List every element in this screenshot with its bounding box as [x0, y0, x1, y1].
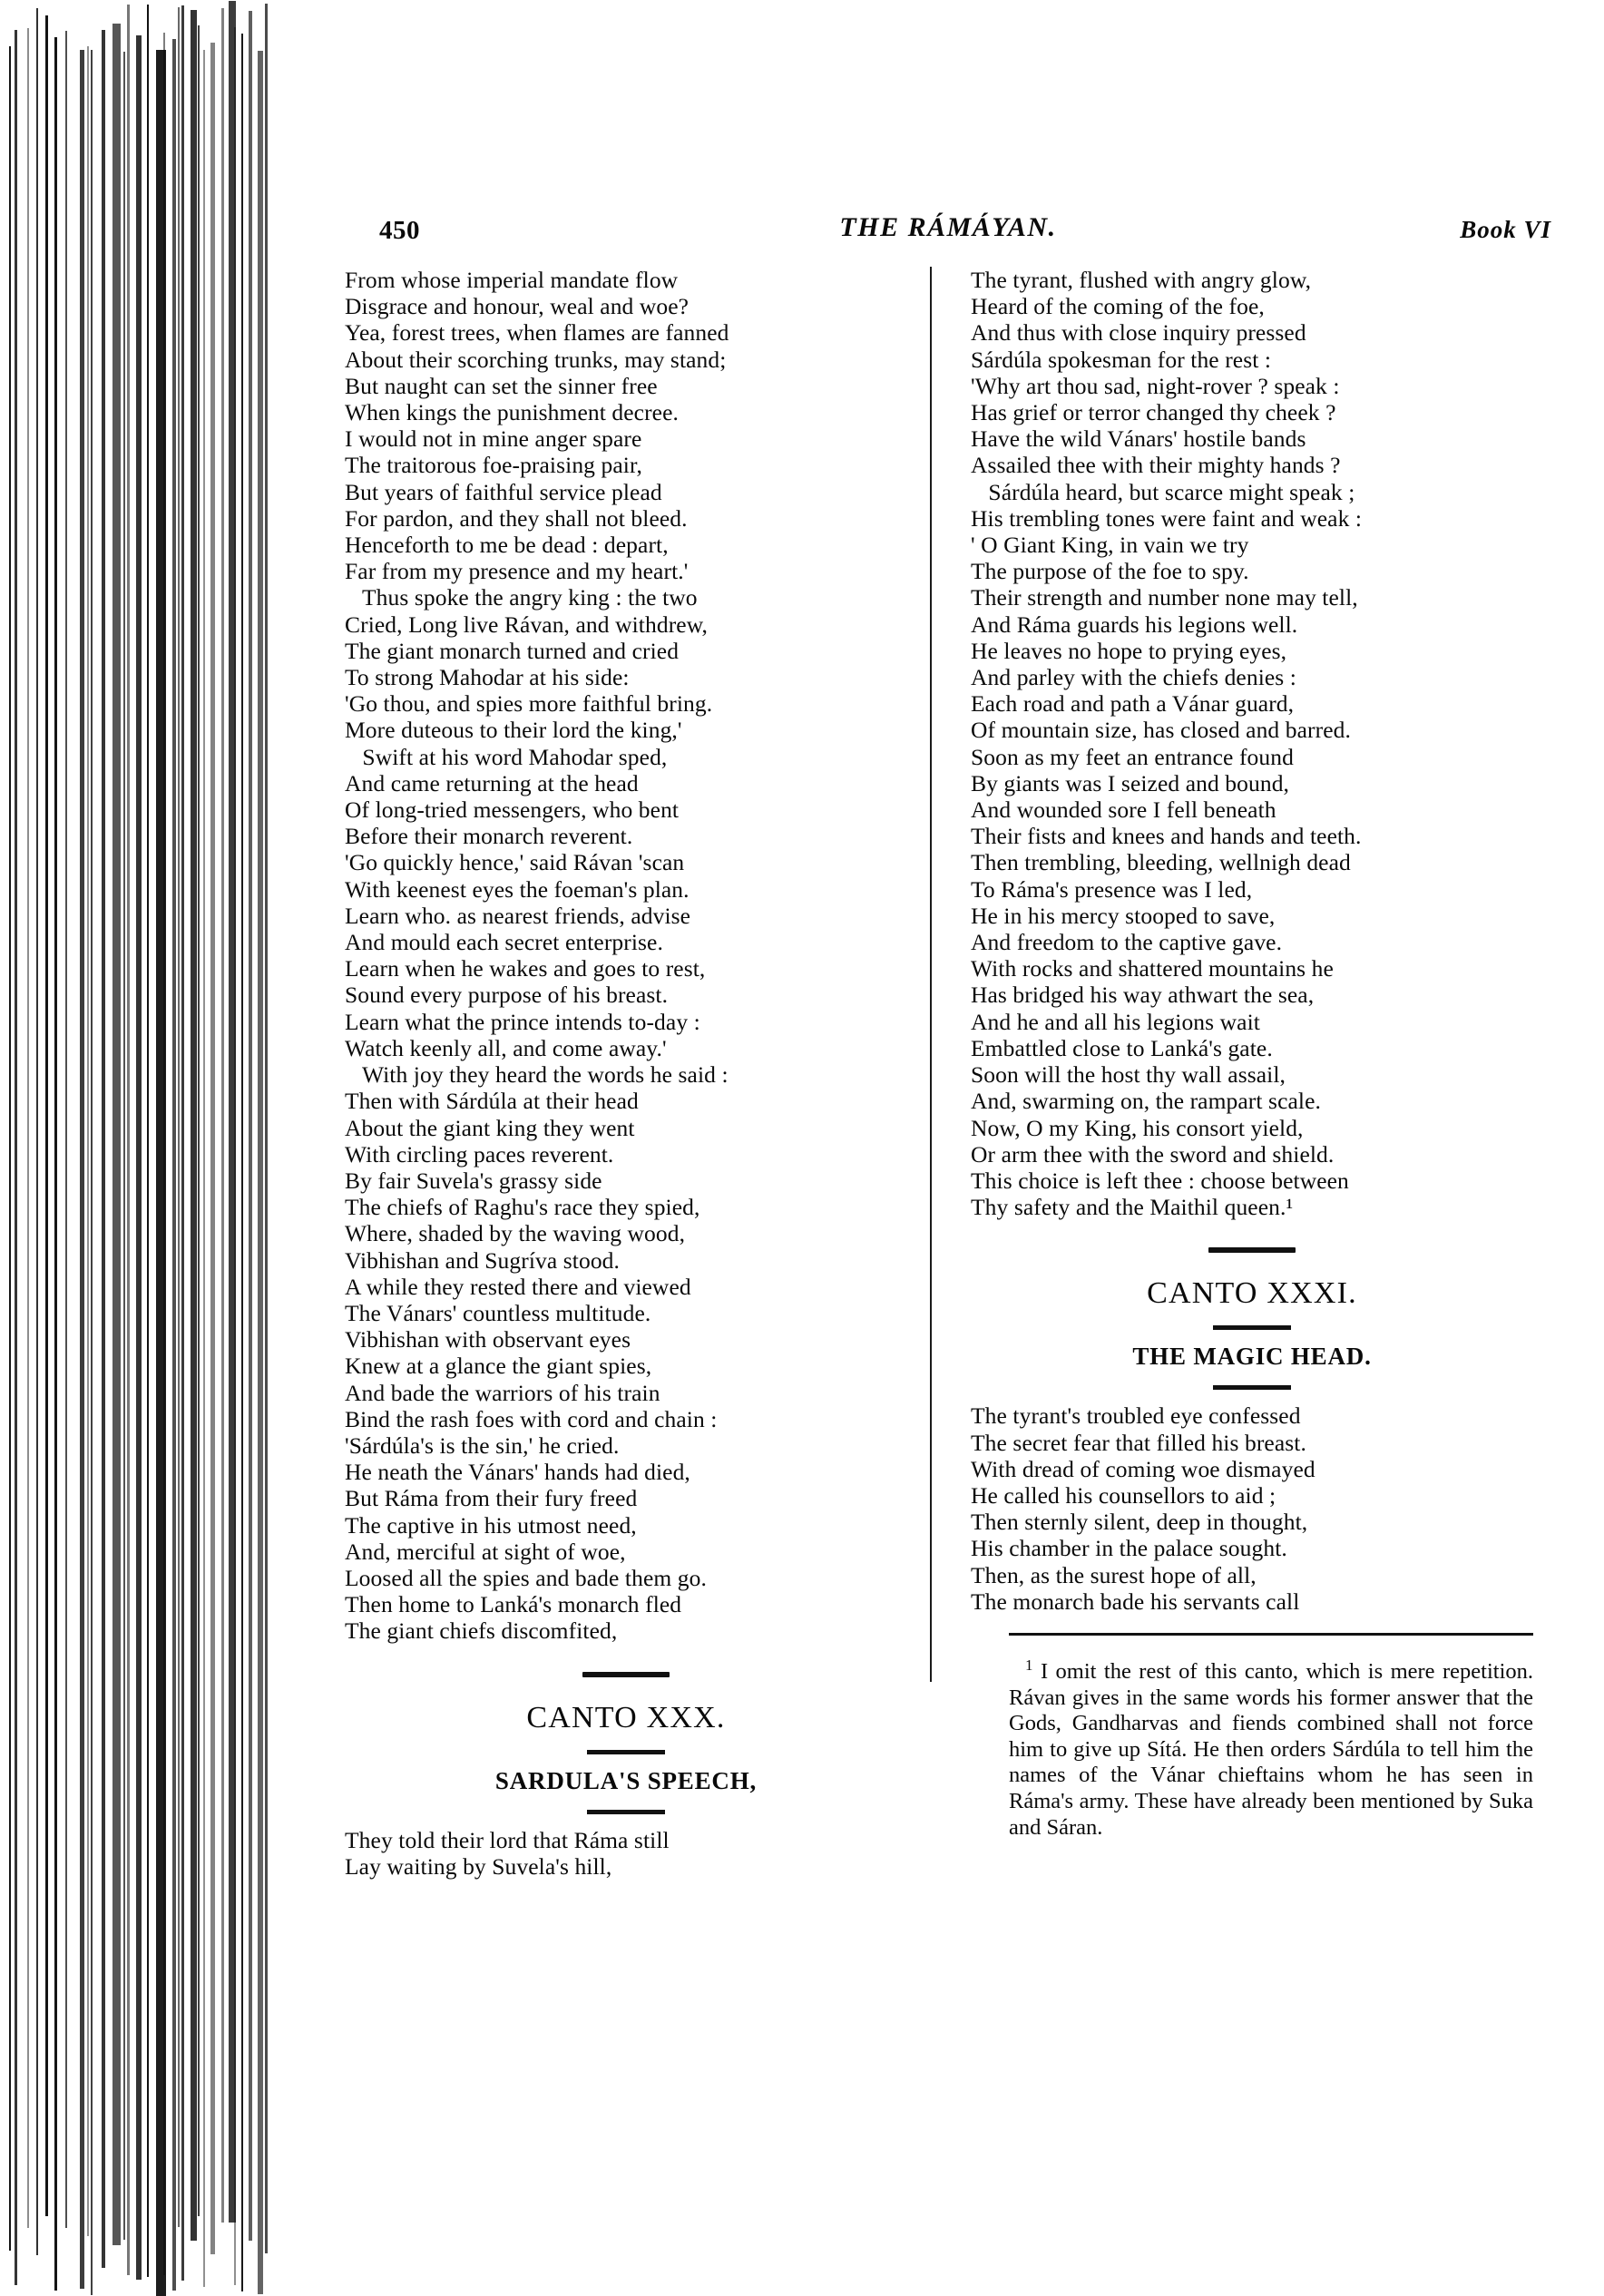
verse-line: Then home to Lanká's monarch fled	[345, 1591, 682, 1618]
scan-streak	[54, 37, 57, 2291]
verse-line: Then sternly silent, deep in thought,	[971, 1509, 1308, 1536]
scan-streak	[249, 11, 252, 2241]
scan-streak	[45, 15, 48, 2216]
verse-line: And mould each secret enterprise.	[345, 929, 663, 956]
verse-line: The purpose of the foe to spy.	[971, 558, 1249, 585]
scan-edge-artifact	[0, 0, 272, 2296]
right-verse-block	[971, 267, 1533, 1220]
verse-line: Swift at his word Mahodar sped,	[345, 743, 668, 770]
verse-line: Of long-tried messengers, who bent	[345, 796, 680, 824]
verse-line: Sárdúla spokesman for the rest :	[971, 346, 1272, 373]
verse-line: Cried, Long live Rávan, and withdrew,	[345, 611, 709, 638]
verse-line: He in his mercy stooped to save,	[971, 902, 1276, 929]
scan-streak	[65, 31, 67, 2228]
verse-line: Thus spoke the angry king : the two	[345, 584, 698, 611]
verse-line: Now, O my King, his consort yield,	[971, 1114, 1304, 1141]
verse-line: Learn who. as nearest friends, advise	[345, 902, 691, 929]
section-ornament-rule	[582, 1672, 670, 1677]
verse-line: And bade the warriors of his train	[345, 1379, 660, 1406]
verse-line: To Ráma's presence was I led,	[971, 875, 1253, 903]
verse-line: By fair Suvela's grassy side	[345, 1167, 602, 1194]
verse-line: When kings the punishment decree.	[345, 399, 679, 426]
verse-line: And Ráma guards his legions well.	[971, 611, 1298, 638]
verse-line: Then trembling, bleeding, wellnigh dead	[971, 849, 1351, 876]
scan-streak	[258, 51, 263, 2294]
verse-line: The secret fear that filled his breast.	[971, 1429, 1306, 1456]
verse-line: Vibhishan with observant eyes	[345, 1326, 631, 1353]
verse-line: Learn what the prince intends to-day :	[345, 1008, 700, 1035]
verse-line: Lay waiting by Suvela's hill,	[345, 1852, 612, 1880]
verse-line: And freedom to the captive gave.	[971, 929, 1283, 956]
verse-line: From whose imperial mandate flow	[345, 267, 679, 293]
verse-line: With dread of coming woe dismayed	[971, 1455, 1315, 1482]
verse-line: Of mountain size, has closed and barred.	[971, 717, 1351, 744]
verse-line: Each road and path a Vánar guard,	[971, 690, 1295, 718]
verse-line: With keenest eyes the foeman's plan.	[345, 875, 690, 903]
verse-line: Has grief or terror changed thy cheek ?	[971, 399, 1336, 426]
scan-streak	[91, 50, 93, 2295]
verse-line: Before their monarch reverent.	[345, 823, 633, 850]
verse-line: Then, as the surest hope of all,	[971, 1561, 1257, 1588]
verse-line: Then with Sárdúla at their head	[345, 1088, 639, 1115]
scan-streak	[127, 5, 130, 2275]
verse-line: Learn when he wakes and goes to rest,	[345, 955, 706, 982]
scan-streak	[163, 33, 165, 2275]
scan-streak	[234, 27, 236, 2285]
scan-streak	[241, 34, 243, 2291]
scan-streak	[87, 46, 89, 2236]
canto-title-left: SARDULA'S SPEECH,	[494, 1766, 758, 1794]
verse-line: The giant chiefs discomfited,	[345, 1617, 618, 1645]
verse-line: Watch keenly all, and come away.'	[345, 1034, 667, 1061]
verse-line: By giants was I seized and bound,	[971, 769, 1290, 796]
verse-line: The tyrant, flushed with angry glow,	[971, 267, 1312, 293]
verse-line: Or arm thee with the sword and shield.	[971, 1140, 1335, 1168]
verse-line: 'Why art thou sad, night-rover ? speak :	[971, 372, 1340, 399]
scan-streak	[80, 50, 84, 2289]
verse-line: The monarch bade his servants call	[971, 1588, 1300, 1615]
verse-line: Knew at a glance the giant spies,	[345, 1353, 652, 1380]
canto-rule-left	[587, 1750, 665, 1754]
verse-line: With rocks and shattered mountains he	[971, 955, 1334, 982]
verse-line: But Ráma from their fury freed	[345, 1485, 638, 1512]
footnote	[971, 1633, 1533, 1841]
verse-line: The chiefs of Raghu's race they spied,	[345, 1194, 700, 1221]
verse-line: Have the wild Vánars' hostile bands	[971, 425, 1306, 453]
verse-line: Thy safety and the Maithil queen.¹	[971, 1194, 1294, 1221]
verse-line: And, merciful at sight of woe,	[345, 1538, 626, 1565]
verse-line: Loosed all the spies and bade them go.	[345, 1564, 707, 1591]
scan-streak	[147, 5, 149, 2277]
scan-streak	[102, 30, 105, 2268]
verse-line: But years of faithful service plead	[345, 478, 662, 505]
verse-line: He leaves no hope to prying eyes,	[971, 637, 1287, 664]
scan-streak	[172, 39, 176, 2291]
verse-line: ' O Giant King, in vain we try	[971, 532, 1249, 559]
verse-line: Disgrace and honour, weal and woe?	[345, 293, 690, 320]
verse-line: And parley with the chiefs denies :	[971, 664, 1296, 691]
verse-line: The captive in his utmost need,	[345, 1511, 637, 1539]
verse-line: Henceforth to me be dead : depart,	[345, 532, 669, 559]
scan-streak	[203, 50, 205, 2287]
verse-line: With circling paces reverent.	[345, 1140, 614, 1168]
verse-line: Their strength and number none may tell,	[971, 584, 1358, 611]
verse-line: And he and all his legions wait	[971, 1008, 1260, 1035]
canto-number-right: CANTO XXXI.	[1147, 1276, 1357, 1311]
verse-line: The giant monarch turned and cried	[345, 637, 680, 664]
verse-line: About their scorching trunks, may stand;	[345, 346, 727, 373]
scan-streak	[191, 10, 197, 2241]
verse-line: Soon will the host thy wall assail,	[971, 1061, 1286, 1089]
verse-line: About the giant king they went	[345, 1114, 635, 1141]
verse-line: More duteous to their lord the king,'	[345, 717, 682, 744]
canto-rule-right	[1213, 1325, 1291, 1330]
scan-streak	[198, 25, 200, 2216]
canto-subrule-right	[1213, 1385, 1291, 1390]
canto-title-right: THE MAGIC HEAD.	[1132, 1343, 1372, 1371]
verse-line: He called his counsellors to aid ;	[971, 1481, 1276, 1509]
left-verse-block	[345, 267, 907, 1645]
scan-streak	[221, 8, 224, 2223]
canto-number-left: CANTO XXX.	[526, 1700, 726, 1734]
verse-line: And came returning at the head	[345, 769, 639, 796]
running-head	[345, 209, 1551, 250]
running-title: THE RÁMÁYAN.	[839, 212, 1057, 242]
verse-line: His trembling tones were faint and weak :	[971, 504, 1363, 532]
verse-line: I would not in mine anger spare	[345, 425, 642, 453]
verse-line: Far from my presence and my heart.'	[345, 558, 689, 585]
verse-line: And wounded sore I fell beneath	[971, 796, 1276, 824]
verse-line: 'Go quickly hence,' said Rávan 'scan	[345, 849, 685, 876]
scan-streak	[123, 52, 125, 2240]
footnote-marker: 1	[1025, 1656, 1033, 1674]
verse-line: He neath the Vánars' hands had died,	[345, 1459, 690, 1486]
two-column-body	[345, 267, 1551, 1880]
scan-streak	[27, 28, 29, 2228]
verse-line: For pardon, and they shall not bleed.	[345, 504, 688, 532]
book-page	[345, 209, 1551, 1880]
verse-line: Assailed thee with their mighty hands ?	[971, 452, 1341, 479]
left-column	[345, 267, 933, 1880]
left-after-canto-block	[345, 1827, 907, 1880]
scan-streak	[181, 5, 184, 2281]
section-ornament-rule-right	[1208, 1247, 1296, 1253]
verse-line: 'Sárdúla's is the sin,' he cried.	[345, 1431, 620, 1459]
footnote-rule	[1009, 1633, 1533, 1636]
verse-line: Sound every purpose of his breast.	[345, 982, 669, 1009]
verse-line: Soon as my feet an entrance found	[971, 743, 1294, 770]
verse-line: Yea, forest trees, when flames are fanned	[345, 319, 729, 347]
verse-line: His chamber in the palace sought.	[971, 1535, 1287, 1562]
verse-line: And thus with close inquiry pressed	[971, 319, 1306, 347]
verse-line: This choice is left thee : choose between	[971, 1167, 1349, 1194]
verse-line: Sárdúla heard, but scarce might speak ;	[971, 478, 1355, 505]
verse-line: And, swarming on, the rampart scale.	[971, 1088, 1321, 1115]
canto-subrule-left	[587, 1810, 665, 1814]
scan-streak	[156, 50, 166, 2296]
verse-line: But naught can set the sinner free	[345, 372, 658, 399]
verse-line: Embattled close to Lanká's gate.	[971, 1034, 1273, 1061]
page-number: 450	[379, 216, 420, 245]
scan-streak	[9, 46, 11, 2251]
footnote-text: I omit the rest of this canto, which is mere repetition. Rávan gives in the same words his former answer that the Gods, Gandharvas and fiends combined shall not force him to give up Sítá. He then orders Sárdúla to tell him the names of the Vánar chieftains whom he has seen in Ráma's army. These have already been mentioned by Suka and Sáran.	[1009, 1659, 1534, 1840]
verse-line: The tyrant's troubled eye confessed	[971, 1402, 1301, 1430]
verse-line: Where, shaded by the waving wood,	[345, 1220, 686, 1247]
verse-line: The traitorous foe-praising pair,	[345, 452, 643, 479]
scan-streak	[229, 1, 236, 2223]
scan-streak	[15, 30, 17, 2285]
scan-streak	[112, 24, 121, 2245]
scan-streak	[265, 4, 268, 2253]
verse-line: Vibhishan and Sugríva stood.	[345, 1246, 620, 1274]
verse-line: The Vánars' countless multitude.	[345, 1299, 651, 1326]
verse-line: Has bridged his way athwart the sea,	[971, 982, 1315, 1009]
right-after-canto-block	[971, 1402, 1533, 1615]
verse-line: Bind the rash foes with cord and chain :	[345, 1405, 718, 1432]
scan-streak	[178, 7, 180, 2227]
book-label: Book VI	[1460, 216, 1551, 243]
verse-line: Their fists and knees and hands and teeth.	[971, 823, 1362, 850]
verse-line: To strong Mahodar at his side:	[345, 664, 630, 691]
scan-streak	[136, 35, 142, 2280]
right-column	[933, 267, 1533, 1880]
verse-line: Heard of the coming of the foe,	[971, 293, 1265, 320]
verse-line: 'Go thou, and spies more faithful bring.	[345, 690, 713, 718]
verse-line: They told their lord that Ráma still	[345, 1826, 670, 1853]
scan-streak	[210, 43, 215, 2254]
scan-streak	[36, 8, 38, 2255]
verse-line: With joy they heard the words he said :	[345, 1061, 729, 1089]
verse-line: A while they rested there and viewed	[345, 1273, 691, 1300]
